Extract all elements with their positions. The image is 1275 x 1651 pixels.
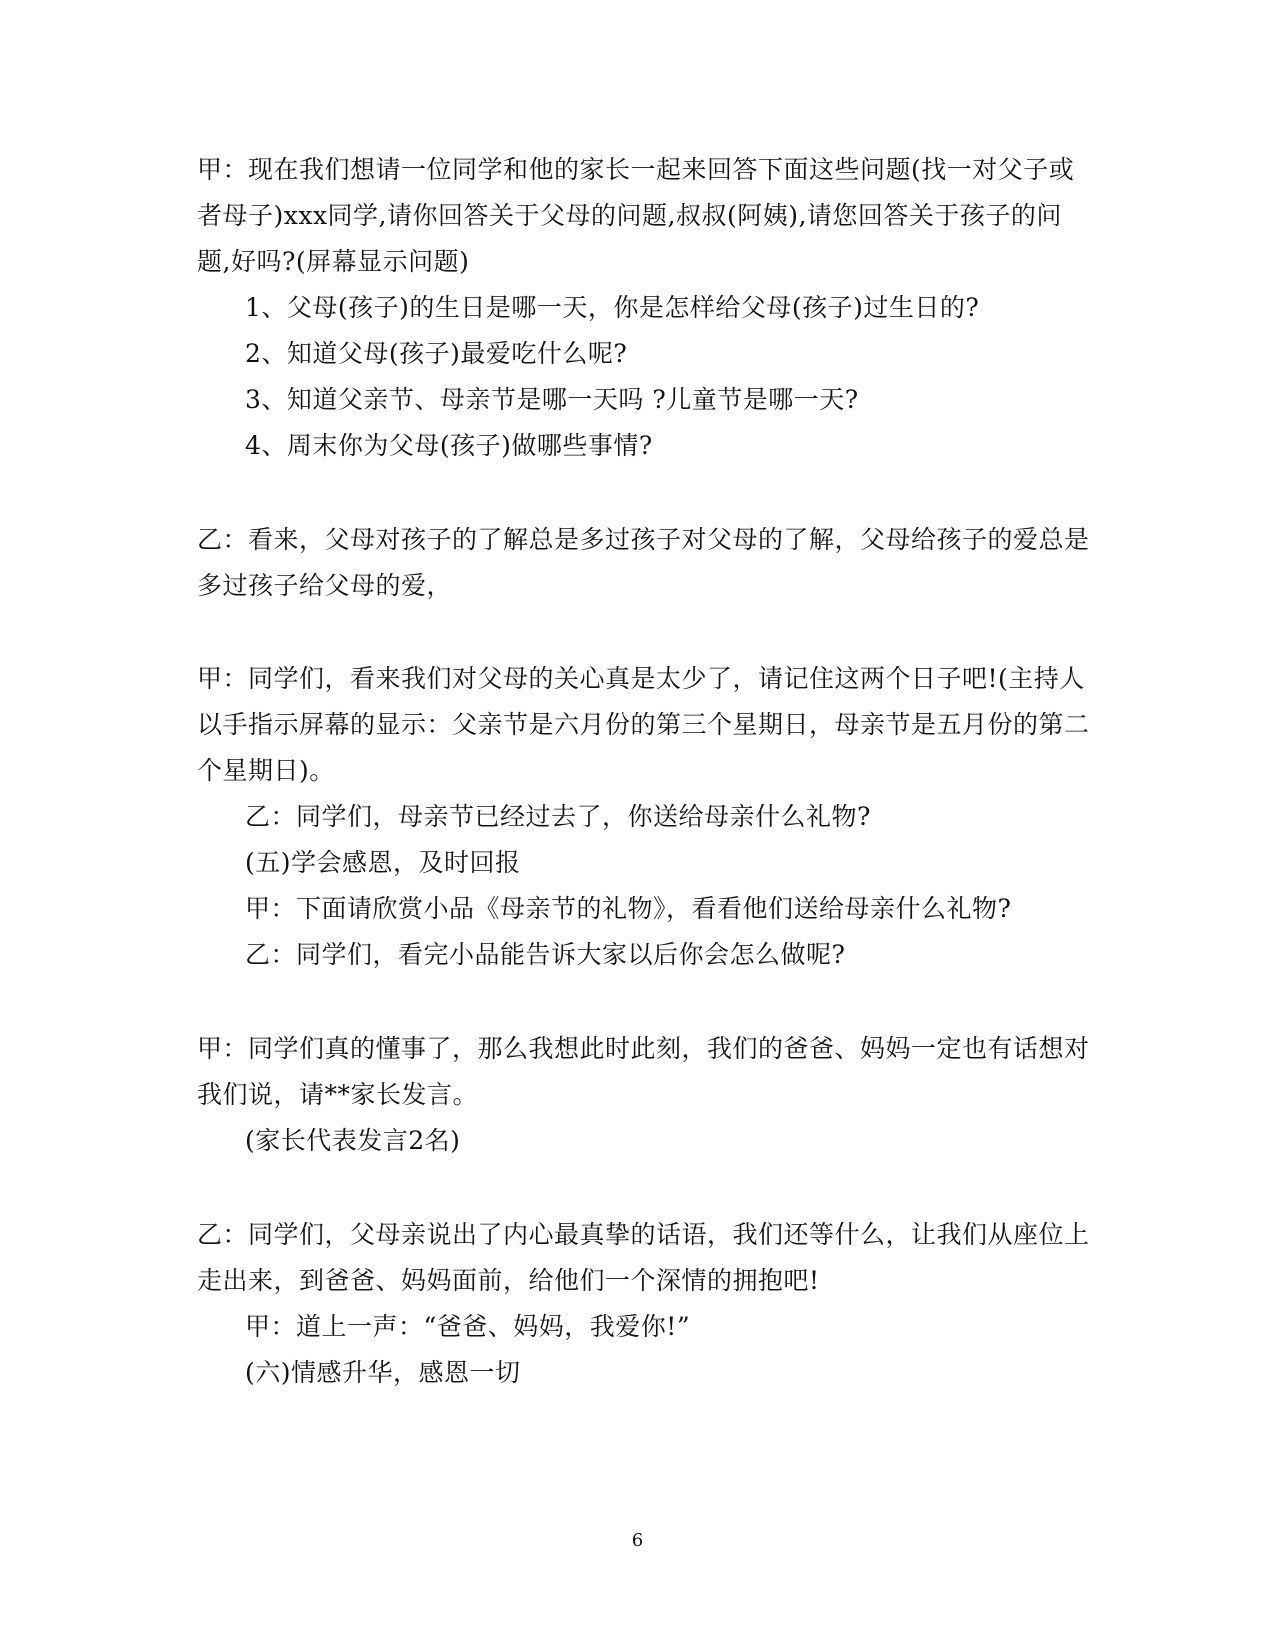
paragraph-2-line-1: 乙：看来，父母对孩子的了解总是多过孩子对父母的了解，父母给孩子的爱总是	[197, 525, 1090, 554]
paragraph-1-line-1: 甲：现在我们想请一位同学和他的家长一起来回答下面这些问题(找一对父子或	[197, 155, 1075, 184]
parent-speech-note: (家长代表发言2名)	[245, 1126, 461, 1155]
question-2: 2、知道父母(孩子)最爱吃什么呢?	[245, 339, 628, 368]
paragraph-4-line-2: 我们说，请**家长发言。	[197, 1080, 479, 1109]
page-number: 6	[631, 1530, 644, 1551]
question-1: 1、父母(孩子)的生日是哪一天，你是怎样给父母(孩子)过生日的?	[245, 293, 980, 322]
paragraph-3-line-1: 甲：同学们，看来我们对父母的关心真是太少了，请记住这两个日子吧!(主持人	[197, 664, 1085, 693]
paragraph-5-line-1: 乙：同学们，父母亲说出了内心最真挚的话语，我们还等什么，让我们从座位上	[197, 1220, 1090, 1249]
paragraph-5-line-2: 走出来，到爸爸、妈妈面前，给他们一个深情的拥抱吧!	[197, 1266, 820, 1295]
paragraph-3-line-3: 个星期日)。	[197, 756, 335, 785]
indented-line-4: 乙：同学们，看完小品能告诉大家以后你会怎么做呢?	[245, 940, 846, 969]
paragraph-3-line-2: 以手指示屏幕的显示：父亲节是六月份的第三个星期日，母亲节是五月份的第二	[197, 710, 1090, 739]
indented-line-5: 甲：道上一声：“爸爸、妈妈，我爱你!”	[245, 1312, 691, 1341]
question-3: 3、知道父亲节、母亲节是哪一天吗 ?儿童节是哪一天?	[245, 385, 859, 414]
indented-line-1: 乙：同学们，母亲节已经过去了，你送给母亲什么礼物?	[245, 802, 871, 831]
section-heading-6: (六)情感升华，感恩一切	[245, 1358, 521, 1387]
paragraph-4-line-1: 甲：同学们真的懂事了，那么我想此时此刻，我们的爸爸、妈妈一定也有话想对	[197, 1034, 1090, 1063]
paragraph-1-line-3: 题,好吗?(屏幕显示问题)	[197, 247, 470, 276]
question-4: 4、周末你为父母(孩子)做哪些事情?	[245, 431, 653, 460]
indented-line-3: 甲：下面请欣赏小品《母亲节的礼物》，看看他们送给母亲什么礼物?	[245, 894, 1012, 923]
paragraph-1-line-2: 者母子)xxx同学,请你回答关于父母的问题,叔叔(阿姨),请您回答关于孩子的问	[197, 201, 1062, 230]
paragraph-2-line-2: 多过孩子给父母的爱，	[197, 571, 453, 600]
section-heading-5: (五)学会感恩，及时回报	[245, 848, 521, 877]
